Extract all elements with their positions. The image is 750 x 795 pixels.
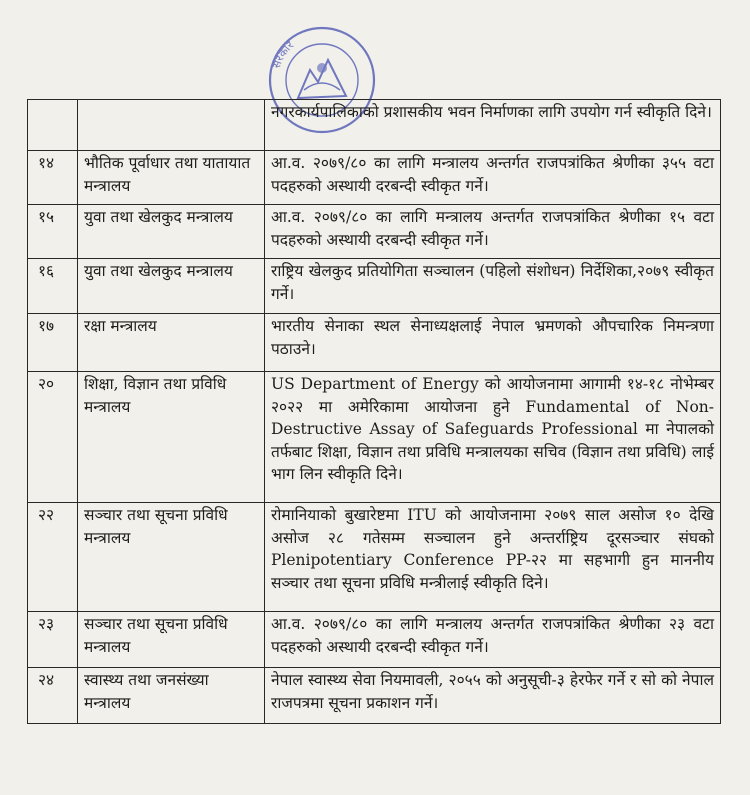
decision-text: आ.व. २०७९/८० का लागि मन्त्रालय अन्तर्गत राजपत्रांकित श्रेणीका १५ वटा पदहरुको अस्थायी दरबन्दी स्वीकृत गर्ने। xyxy=(265,205,721,259)
decision-text: नेपाल स्वास्थ्य सेवा नियमावली, २०५५ को अनुसूची-३ हेरफेर गर्ने र सो को नेपाल राजपत्रमा सूचना प्रकाशन गर्ने। xyxy=(265,668,721,724)
table-row xyxy=(28,259,721,314)
decision-text: रोमानियाको बुखारेष्टमा ITU को आयोजनामा २०७९ साल असोज १० देखि असोज २८ गतेसम्म सञ्चालन हुने अन्तर्राष्ट्रिय दूरसञ्चार संघको Plenipotentiary Conference PP-२२ मा सहभागी हुन माननीय सञ्चार तथा सूचना प्रविधि मन्त्रीलाई स्वीकृति दिने। xyxy=(265,503,721,612)
row-number: १४ xyxy=(28,151,78,205)
ministry-name: युवा तथा खेलकुद मन्त्रालय xyxy=(78,259,265,314)
table-row xyxy=(28,372,721,503)
decision-text: US Department of Energy को आयोजनामा आगामी १४-१८ नोभेम्बर २०२२ मा अमेरिकामा आयोजना हुने Fundamental of Non-Destructive Assay of Safeguards Professional मा नेपालको तर्फबाट शिक्षा, विज्ञान तथा प्रविधि मन्त्रालयका सचिव (विज्ञान तथा प्रविधि) लाई भाग लिन स्वीकृति दिने। xyxy=(265,372,721,503)
decision-text: आ.व. २०७९/८० का लागि मन्त्रालय अन्तर्गत राजपत्रांकित श्रेणीका ३५५ वटा पदहरुको अस्थायी दरबन्दी स्वीकृत गर्ने। xyxy=(265,151,721,205)
decision-text: नगरकार्यपालिकाको प्रशासकीय भवन निर्माणका लागि उपयोग गर्न स्वीकृति दिने। xyxy=(265,100,721,151)
row-number xyxy=(28,100,78,151)
row-number: १७ xyxy=(28,314,78,372)
ministry-name: युवा तथा खेलकुद मन्त्रालय xyxy=(78,205,265,259)
cabinet-decisions-table xyxy=(27,99,721,724)
ministry-name: शिक्षा, विज्ञान तथा प्रविधि मन्त्रालय xyxy=(78,372,265,503)
row-number: २२ xyxy=(28,503,78,612)
decision-text: राष्ट्रिय खेलकुद प्रतियोगिता सञ्चालन (पहिलो संशोधन) निर्देशिका,२०७९ स्वीकृत गर्ने। xyxy=(265,259,721,314)
row-number: २३ xyxy=(28,612,78,668)
ministry-name: रक्षा मन्त्रालय xyxy=(78,314,265,372)
row-number: १५ xyxy=(28,205,78,259)
decision-text: आ.व. २०७९/८० का लागि मन्त्रालय अन्तर्गत राजपत्रांकित श्रेणीका २३ वटा पदहरुको अस्थायी दरबन्दी स्वीकृत गर्ने। xyxy=(265,612,721,668)
seal-text: सरकार xyxy=(269,38,297,71)
table-row xyxy=(28,612,721,668)
ministry-name: भौतिक पूर्वाधार तथा यातायात मन्त्रालय xyxy=(78,151,265,205)
row-number: २० xyxy=(28,372,78,503)
ministry-name: सञ्चार तथा सूचना प्रविधि मन्त्रालय xyxy=(78,612,265,668)
ministry-name xyxy=(78,100,265,151)
ministry-name: सञ्चार तथा सूचना प्रविधि मन्त्रालय xyxy=(78,503,265,612)
row-number: २४ xyxy=(28,668,78,724)
row-number: १६ xyxy=(28,259,78,314)
ministry-name: स्वास्थ्य तथा जनसंख्या मन्त्रालय xyxy=(78,668,265,724)
decision-text: भारतीय सेनाका स्थल सेनाध्यक्षलाई नेपाल भ्रमणको औपचारिक निमन्त्रणा पठाउने। xyxy=(265,314,721,372)
table-row xyxy=(28,100,721,151)
table-row xyxy=(28,503,721,612)
table-row xyxy=(28,151,721,205)
table-row xyxy=(28,314,721,372)
table-row xyxy=(28,668,721,724)
table-row xyxy=(28,205,721,259)
